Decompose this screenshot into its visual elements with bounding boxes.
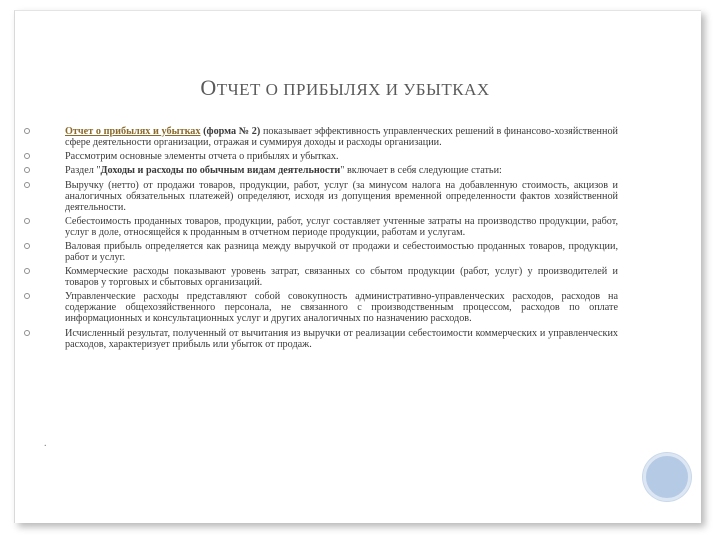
slide-title [0,75,690,101]
bullet-list [22,126,618,353]
list-item-text: Себестоимость проданных товаров, продукции, работ, услуг составляет учтенные затраты на производство продукции, работ, услуг в доле, относящейся к проданным в отчетном периоде продукции, работам и услугам. [65,215,618,238]
list-item [22,126,618,148]
trailing-dot: . [44,438,47,449]
form-number: (форма № 2) [200,126,261,137]
list-item [22,165,618,176]
title-first-letter: О [200,75,217,100]
title-rest: ТЧЕТ О ПРИБЫЛЯХ И УБЫТКАХ [216,80,490,99]
list-item-text: Выручку (нетто) от продажи товаров, продукции, работ, услуг (за минусом налога на добавленную стоимость, акцизов и аналогичных обязательных платежей) определяют, исходя из допущения временной определенности фактов хозяйственной деятельности. [65,179,618,213]
bullet-circle-icon [24,128,30,134]
bullet-circle-icon [24,268,30,274]
list-item [22,328,618,350]
list-item-text: Управленческие расходы представляют собой совокупность административно-управленческих расходов, расходов на содержание общехозяйственного персонала, не связанного с производственным процессом, расходов по оплате информационных и консультационных услуг и других аналогичных по назначению расходов. [65,291,618,325]
list-item [22,241,618,263]
list-item [22,266,618,288]
list-item [22,291,618,324]
list-item-text: показывает эффективность управленческих решений в финансово-хозяйственной сфере деятельности организации, отражая и суммируя доходы и расходы организации. [65,126,618,148]
section-name: Доходы и расходы по обычным видам деятельности [100,165,341,177]
list-item-prefix: Раздел " [65,165,101,177]
list-item-text: Рассмотрим основные элементы отчета о прибылях и убытках. [65,151,339,163]
bullet-circle-icon [24,153,30,159]
list-item-text: Коммерческие расходы показывают уровень затрат, связанных со сбытом продукции (работ, услуг) у производителей и товаров у торговых и сбытовых организаций. [65,266,618,289]
list-item-text: " включает в себя следующие статьи: [340,165,502,177]
list-item-text: Валовая прибыль определяется как разница между выручкой от продажи и себестоимостью проданных товаров, продукции, работ и услуг. [65,240,618,263]
bullet-circle-icon [24,182,30,188]
report-link[interactable]: Отчет о прибылях и убытках [65,126,201,137]
bullet-circle-icon [24,293,30,299]
list-item [22,180,618,213]
list-item [22,151,618,162]
bullet-circle-icon [24,243,30,249]
bullet-circle-icon [24,167,30,173]
list-item [22,216,618,238]
list-item-text: Исчисленный результат, полученный от вычитания из выручки от реализации себестоимости коммерческих и управленческих расходов, характеризует прибыль или убыток от продаж. [65,327,618,350]
bullet-circle-icon [24,330,30,336]
bullet-circle-icon [24,218,30,224]
decorative-circle-icon [643,453,691,501]
